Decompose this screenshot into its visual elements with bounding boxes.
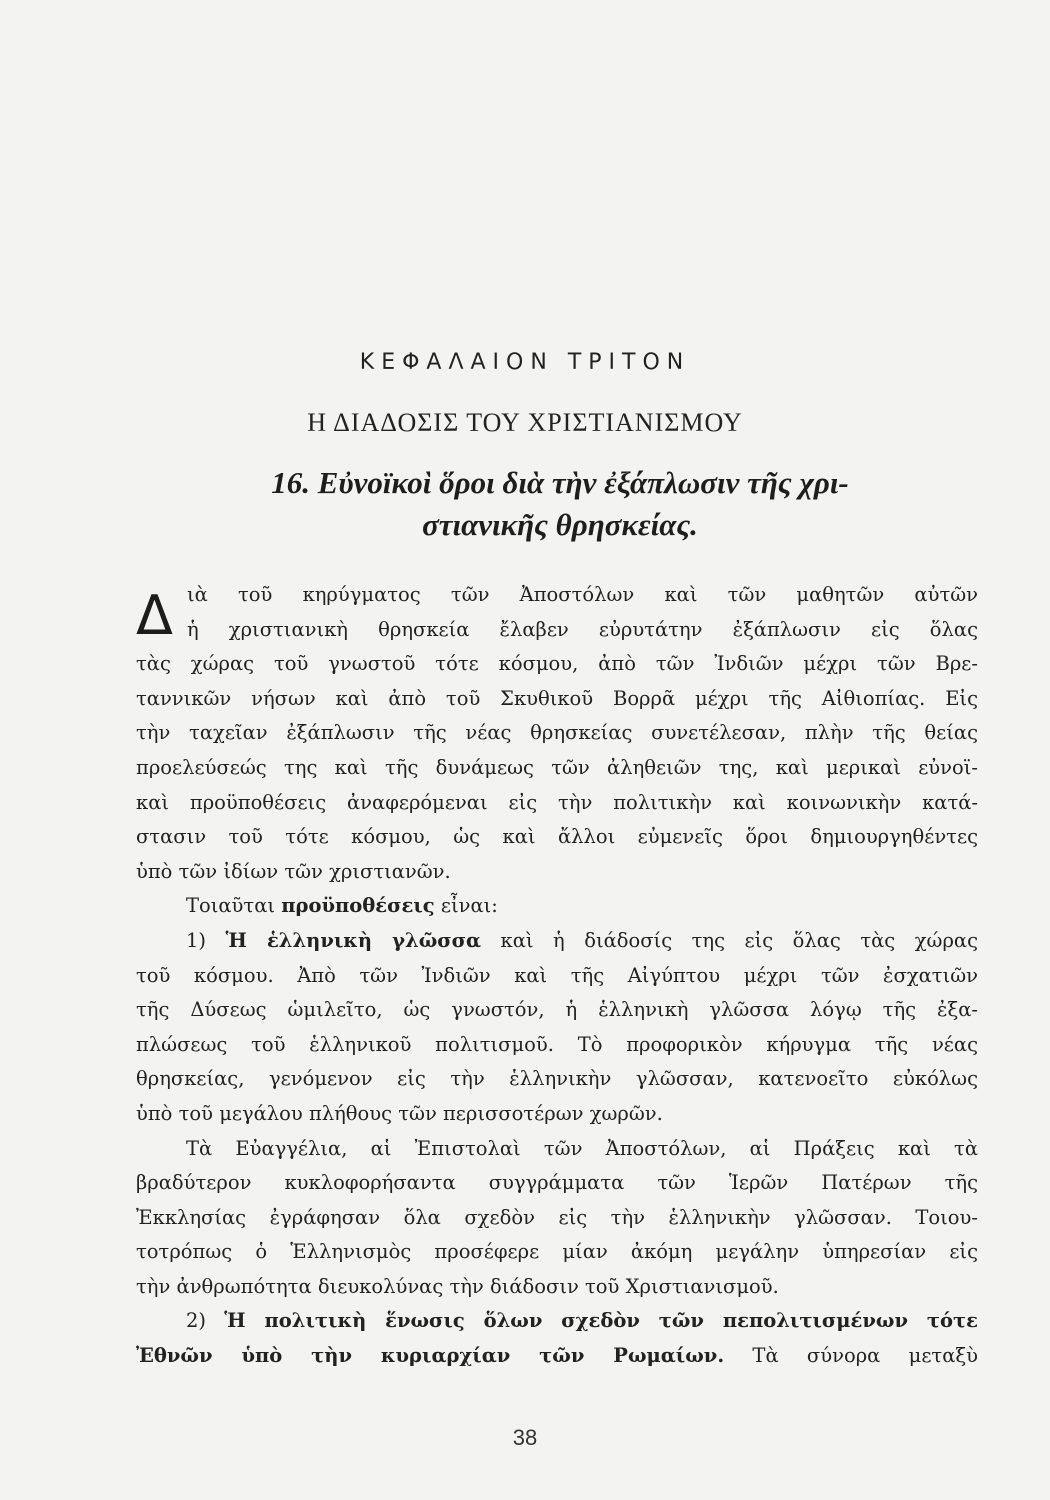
bold-run: Ἡ πολιτικὴ ἕνωσις ὅλων σχεδὸν τῶν πεπολιτισμένων τότε bbox=[224, 1309, 978, 1333]
text-run: καὶ ἡ διάδοσίς της εἰς ὅλας τὰς χώρας bbox=[481, 928, 978, 952]
section-number: 16. bbox=[271, 465, 310, 500]
text-line: τοῦ κόσμου. Ἀπὸ τῶν Ἰνδιῶν καὶ τῆς Αἰγύπτου μέχρι τῶν ἐσχατιῶν bbox=[136, 963, 978, 987]
text-line bbox=[136, 1304, 978, 1339]
section-title-line-2: στιανικῆς θρησκείας. bbox=[422, 507, 698, 542]
paragraph-3 bbox=[136, 924, 978, 1132]
text-line bbox=[136, 924, 978, 959]
paragraph-2 bbox=[136, 889, 978, 924]
text-line: Τὰ Εὐαγγέλια, αἱ Ἐπιστολαὶ τῶν Ἀποστόλων, αἱ Πράξεις καὶ τὰ bbox=[186, 1136, 978, 1160]
text-line: Ἐκκλησίας ἐγράφησαν ὅλα σχεδὸν εἰς τὴν ἑλληνικὴν γλῶσσαν. Τοιου- bbox=[136, 1205, 978, 1229]
text-line: θρησκείας, γενόμενον εἰς τὴν ἑλληνικὴν γλῶσσαν, κατενοεῖτο εὐκόλως bbox=[136, 1067, 978, 1091]
paragraph-intro bbox=[136, 578, 978, 889]
text-line: ὑπὸ τοῦ μεγάλου πλήθους τῶν περισσοτέρων χωρῶν. bbox=[136, 1101, 663, 1125]
chapter-title: Η ΔΙΑΔΟΣΙΣ ΤΟΥ ΧΡΙΣΤΙΑΝΙΣΜΟΥ bbox=[307, 408, 743, 437]
body-text bbox=[136, 578, 978, 1374]
paragraph-4 bbox=[136, 1132, 978, 1305]
text-line: τοτρόπως ὁ Ἑλληνισμὸς προσέφερε μίαν ἀκόμη μεγάλην ὑπηρεσίαν εἰς bbox=[136, 1240, 978, 1264]
paragraph-5 bbox=[136, 1304, 978, 1373]
text-line: πλώσεως τοῦ ἑλληνικοῦ πολιτισμοῦ. Τὸ προφορικὸν κήρυγμα τῆς νέας bbox=[136, 1032, 978, 1056]
text-run: εἶναι: bbox=[434, 894, 498, 918]
section-title-line-1: Εὐνοϊκοὶ ὅροι διὰ τὴν ἐξάπλωσιν τῆς χρι- bbox=[317, 465, 849, 500]
section-heading-line-1 bbox=[180, 462, 940, 504]
text-run: Τοιαῦται bbox=[186, 894, 282, 918]
bold-run: Ἐθνῶν ὑπὸ τὴν κυριαρχίαν τῶν Ρωμαίων. bbox=[136, 1344, 725, 1368]
text-run: Τὰ σύνορα μεταξὺ bbox=[724, 1344, 978, 1368]
text-line: ταννικῶν νήσων καὶ ἀπὸ τοῦ Σκυθικοῦ Βορρᾶ μέχρι τῆς Αἰθιοπίας. Εἰς bbox=[136, 686, 978, 710]
bold-run: Ἡ ἑλληνικὴ γλῶσσα bbox=[225, 928, 482, 952]
text-line: τὰς χώρας τοῦ γνωστοῦ τότε κόσμου, ἀπὸ τῶν Ἰνδιῶν μέχρι τῶν Βρε- bbox=[136, 652, 978, 676]
text-line bbox=[136, 889, 978, 924]
drop-cap: Δ bbox=[136, 584, 173, 647]
list-number: 1) bbox=[186, 928, 226, 952]
chapter-label: ΚΕΦΑΛΑΙΟΝ ΤΡΙΤΟΝ bbox=[359, 350, 691, 375]
text-line: τῆς Δύσεως ὡμιλεῖτο, ὡς γνωστόν, ἡ ἑλληνικὴ γλῶσσα λόγῳ τῆς ἐξα- bbox=[136, 998, 978, 1022]
text-line: ιὰ τοῦ κηρύγματος τῶν Ἀποστόλων καὶ τῶν μαθητῶν αὐτῶν bbox=[186, 583, 978, 606]
text-line: προελεύσεώς της καὶ τῆς δυνάμεως τῶν ἀληθειῶν της, καὶ μερικαὶ εὐνοϊ- bbox=[136, 755, 978, 779]
text-line bbox=[136, 1339, 978, 1374]
text-line: ἡ χριστιανικὴ θρησκεία ἔλαβεν εὐρυτάτην ἐξάπλωσιν εἰς ὅλας bbox=[186, 617, 978, 641]
text-line: καὶ προϋποθέσεις ἀναφερόμεναι εἰς τὴν πολιτικὴν καὶ κοινωνικὴν κατά- bbox=[136, 790, 978, 814]
text-line: στασιν τοῦ τότε κόσμου, ὡς καὶ ἄλλοι εὐμενεῖς ὅροι δημιουργηθέντες bbox=[136, 825, 978, 849]
list-number: 2) bbox=[186, 1309, 225, 1333]
page-number: 38 bbox=[512, 1425, 538, 1450]
text-line: τὴν ταχεῖαν ἐξάπλωσιν τῆς νέας θρησκείας συνετέλεσαν, πλὴν τῆς θείας bbox=[136, 721, 978, 745]
bold-run: προϋποθέσεις bbox=[281, 894, 435, 918]
text-line: ὑπὸ τῶν ἰδίων τῶν χριστιανῶν. bbox=[136, 859, 451, 883]
text-line: βραδύτερον κυκλοφορήσαντα συγγράμματα τῶν Ἱερῶν Πατέρων τῆς bbox=[136, 1171, 978, 1195]
text-line: τὴν ἀνθρωπότητα διευκολύνας τὴν διάδοσιν τοῦ Χριστιανισμοῦ. bbox=[136, 1274, 779, 1298]
section-heading bbox=[180, 462, 940, 546]
